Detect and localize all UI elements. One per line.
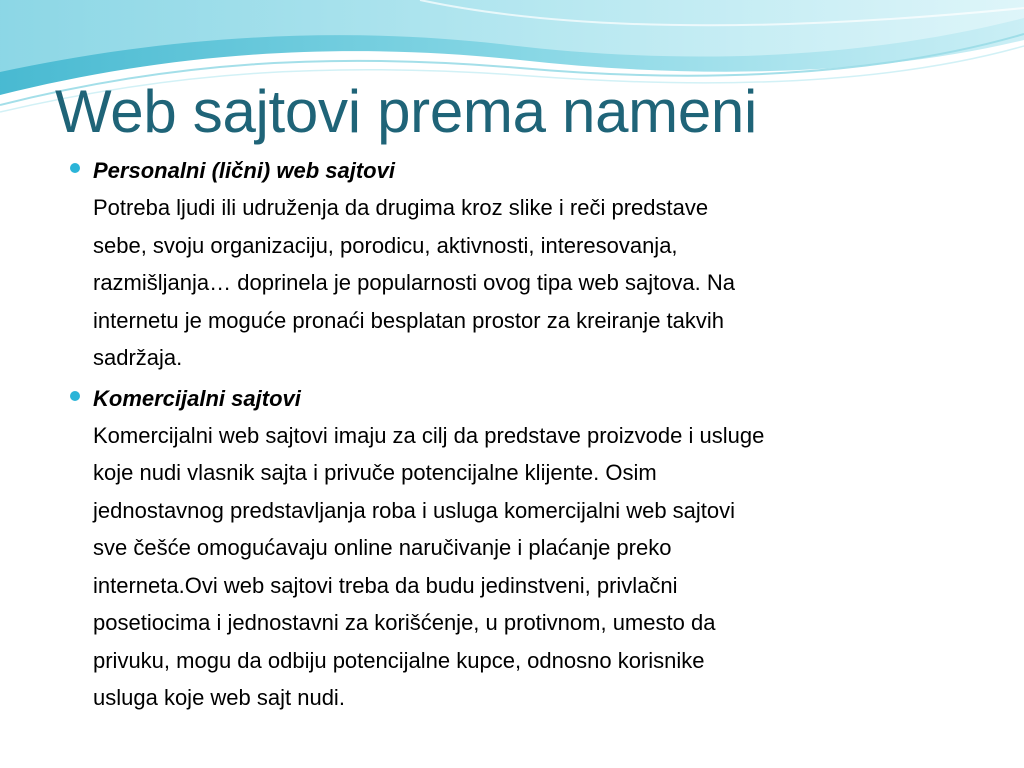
bullet-text-line: interneta.Ovi web sajtovi treba da budu jedinstveni, privlačni	[93, 572, 678, 598]
bullet-item-personal	[70, 152, 970, 377]
bullet-dot-icon	[70, 391, 80, 401]
bullet-text-line: privuku, mogu da odbiju potencijalne kupce, odnosno korisnike	[93, 647, 705, 673]
bullet-text-line: posetiocima i jednostavni za korišćenje, u protivnom, umesto da	[93, 610, 716, 635]
bullet-text-line: sve češće omogućavaju online naručivanje i plaćanje preko	[93, 535, 672, 560]
bullet-text-line: razmišljanja… doprinela je popularnosti ovog tipa web sajtova. Na	[93, 270, 736, 295]
bullet-text-line: jednostavnog predstavljanja roba i usluga komercijalni web sajtovi	[93, 497, 736, 523]
slide-title: Web sajtovi prema nameni	[55, 78, 758, 145]
bullet-text-line: internetu je moguće pronaći besplatan prostor za kreiranje takvih	[93, 307, 725, 333]
bullet-text-line: koje nudi vlasnik sajta i privuče potencijalne klijente. Osim	[93, 460, 657, 485]
bullet-heading: Komercijalni sajtovi	[93, 385, 301, 411]
bullet-item-commercial	[70, 380, 970, 717]
bullet-text-line: sadržaja.	[93, 345, 183, 370]
bullet-text-line: sebe, svoju organizaciju, porodicu, aktivnosti, interesovanja,	[93, 232, 678, 258]
bullet-text-line: Komercijalni web sajtovi imaju za cilj da predstave proizvode i usluge	[93, 422, 765, 448]
bullet-text-line: usluga koje web sajt nudi.	[93, 685, 345, 710]
bullet-list	[70, 152, 970, 720]
bullet-dot-icon	[70, 163, 80, 173]
bullet-heading: Personalni (lični) web sajtovi	[93, 158, 395, 183]
bullet-text-line: Potreba ljudi ili udruženja da drugima kroz slike i reči predstave	[93, 195, 709, 220]
